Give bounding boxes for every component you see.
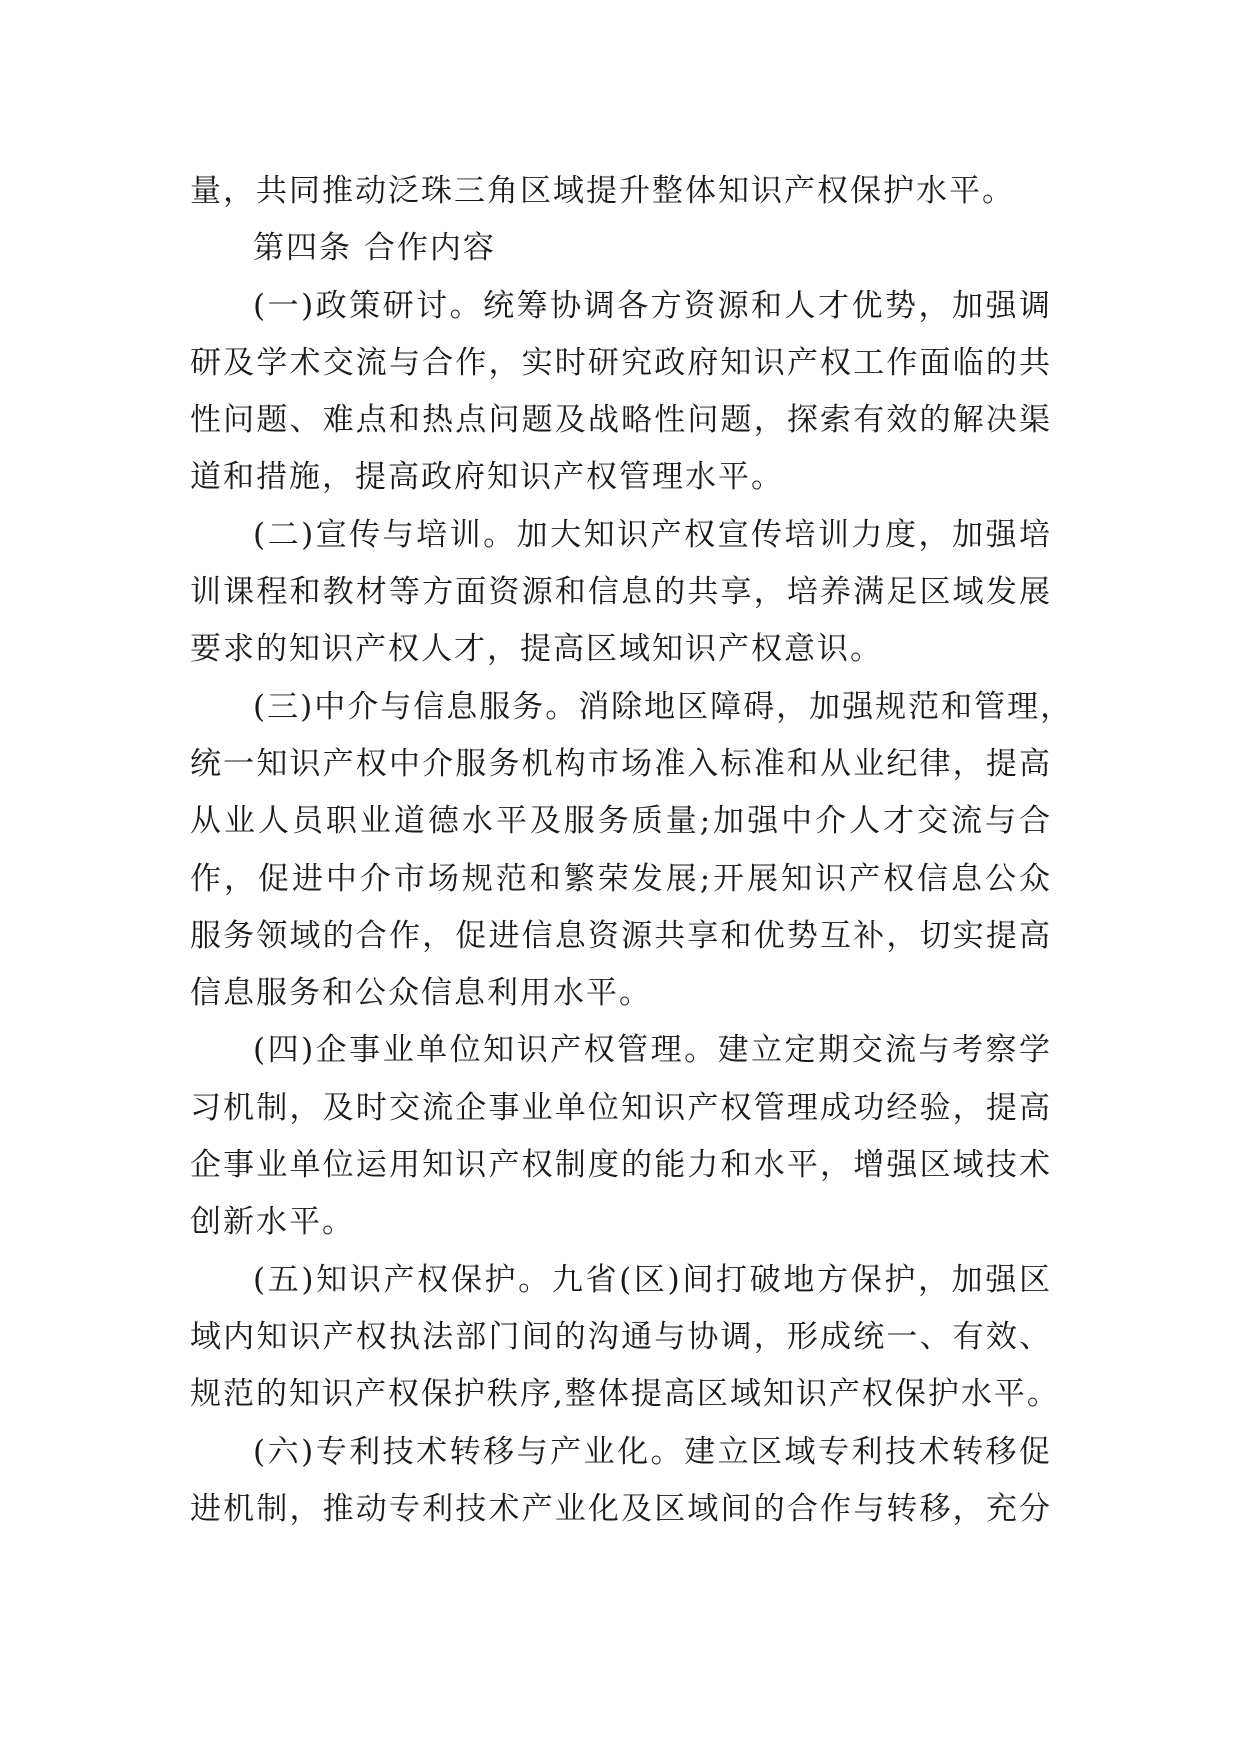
text-line: 信息服务和公众信息利用水平。 [190,975,652,1012]
paragraph-first-line: (一)政策研讨。统筹协调各方资源和人才优势，加强调 [253,287,1052,324]
paragraph-first-line: 第四条 合作内容 [253,230,496,267]
paragraph-first-line: (六)专利技术转移与产业化。建立区域专利技术转移促 [253,1433,1052,1470]
text-line: 创新水平。 [190,1204,355,1241]
text-line: 统一知识产权中介服务机构市场准入标准和从业纪律，提高 [190,745,1052,782]
text-line: 域内知识产权执法部门间的沟通与协调，形成统一、有效、 [190,1318,1052,1355]
text-line: 作，促进中介市场规范和繁荣发展;开展知识产权信息公众 [190,860,1052,897]
text-line: 进机制，推动专利技术产业化及区域间的合作与转移，充分 [190,1490,1052,1527]
paragraph-first-line: (二)宣传与培训。加大知识产权宣传培训力度，加强培 [253,516,1052,553]
text-line: 量，共同推动泛珠三角区域提升整体知识产权保护水平。 [190,173,1015,209]
paragraph-first-line: (四)企事业单位知识产权管理。建立定期交流与考察学 [253,1032,1052,1069]
text-line: 要求的知识产权人才，提高区域知识产权意识。 [190,631,883,668]
text-line: 研及学术交流与合作，实时研究政府知识产权工作面临的共 [190,344,1052,381]
paragraph-first-line: (五)知识产权保护。九省(区)间打破地方保护，加强区 [253,1261,1052,1298]
text-line: 习机制，及时交流企事业单位知识产权管理成功经验，提高 [190,1089,1052,1126]
text-line: 规范的知识产权保护秩序,整体提高区域知识产权保护水平。 [190,1376,1060,1413]
text-line: 道和措施，提高政府知识产权管理水平。 [190,459,784,496]
text-line: 从业人员职业道德水平及服务质量;加强中介人才交流与合 [190,803,1052,840]
text-line: 训课程和教材等方面资源和信息的共享，培养满足区域发展 [190,574,1052,611]
text-line: 企事业单位运用知识产权制度的能力和水平，增强区域技术 [190,1147,1052,1184]
document-body [190,163,1074,1538]
paragraph-first-line: (三)中介与信息服务。消除地区障碍，加强规范和管理， [253,688,1074,725]
text-line: 性问题、难点和热点问题及战略性问题，探索有效的解决渠 [190,402,1052,439]
text-line: 服务领域的合作，促进信息资源共享和优势互补，切实提高 [190,917,1052,954]
